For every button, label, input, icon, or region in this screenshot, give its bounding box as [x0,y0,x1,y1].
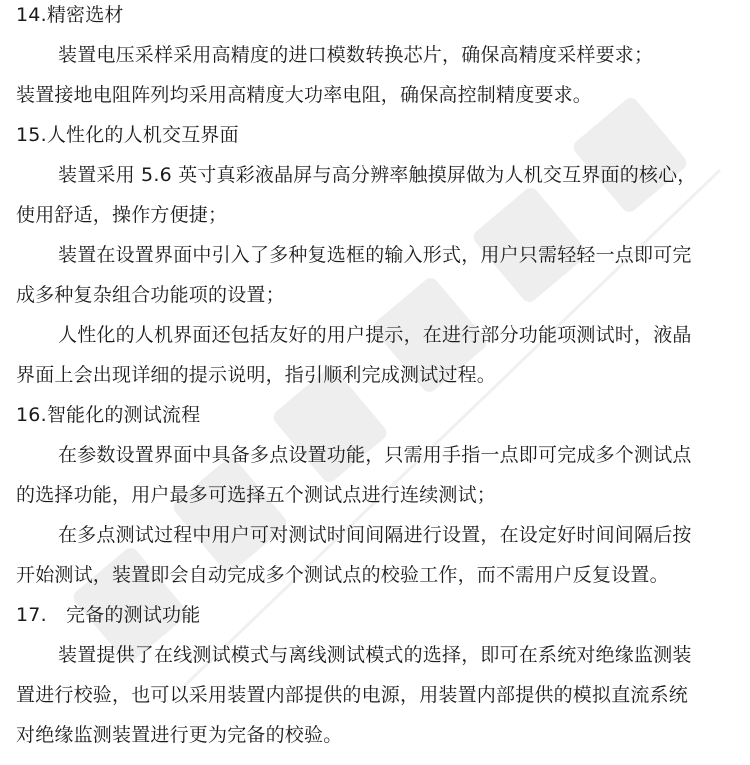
paragraph-line: 的选择功能，用户最多可选择五个测试点进行连续测试； [16,484,497,506]
paragraph-line: 在多点测试过程中用户可对测试时间间隔进行设置，在设定好时间间隔后按 [58,524,692,546]
paragraph-line: 装置接地电阻阵列均采用高精度大功率电阻，确保高控制精度要求。 [16,84,593,106]
paragraph-line: 界面上会出现详细的提示说明，指引顺利完成测试过程。 [16,364,497,386]
paragraph-line: 成多种复杂组合功能项的设置； [16,284,285,306]
paragraph-line: 装置电压采样采用高精度的进口模数转换芯片，确保高精度采样要求； [58,44,654,66]
section-heading: 16.智能化的测试流程 [16,404,201,426]
paragraph-line: 人性化的人机界面还包括友好的用户提示，在进行部分功能项测试时，液晶 [58,324,692,346]
paragraph-line: 装置在设置界面中引入了多种复选框的输入形式，用户只需轻轻一点即可完 [58,244,692,266]
section-heading: 17. 完备的测试功能 [16,604,201,626]
paragraph-line: 置进行校验，也可以采用装置内部提供的电源，用装置内部提供的模拟直流系统 [16,684,689,706]
paragraph-line: 装置采用 5.6 英寸真彩液晶屏与高分辨率触摸屏做为人机交互界面的核心， [58,164,697,186]
paragraph-line: 装置提供了在线测试模式与离线测试模式的选择，即可在系统对绝缘监测装 [58,644,692,666]
section-heading: 14.精密选材 [16,4,124,26]
paragraph-line: 在参数设置界面中具备多点设置功能，只需用手指一点即可完成多个测试点 [58,444,692,466]
paragraph-line: 使用舒适，操作方便捷； [16,204,228,226]
paragraph-line: 开始测试，装置即会自动完成多个测试点的校验工作，而不需用户反复设置。 [16,564,669,586]
section-heading: 15.人性化的人机交互界面 [16,124,239,146]
paragraph-line: 对绝缘监测装置进行更为完备的校验。 [16,724,343,746]
